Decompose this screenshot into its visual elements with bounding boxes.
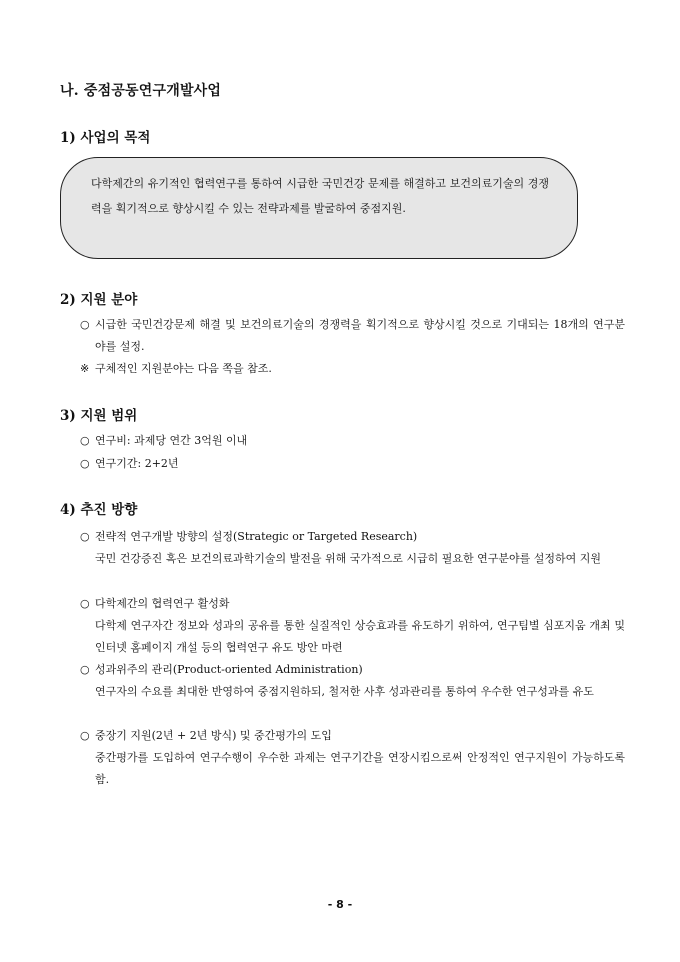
note-text: 구체적인 지원분야는 다음 쪽을 참조. [95, 362, 272, 375]
direction-heading: 중장기 지원(2년 + 2년 방식) 및 중간평가의 도입 [95, 729, 332, 742]
support-areas-text: 시급한 국민건강문제 해결 및 보건의료기술의 경쟁력을 획기적으로 향상시킬 것으로 기대되는 18개의 연구분야를 설정. [95, 318, 625, 353]
section-title-support-areas: 2) 지원 분야 [60, 292, 138, 308]
reference-mark-icon: ※ [80, 362, 90, 375]
circle-bullet-icon: ○ [80, 729, 90, 742]
direction-heading: 다학제간의 협력연구 활성화 [95, 597, 230, 610]
circle-bullet-icon: ○ [80, 597, 90, 610]
list-item [80, 659, 625, 703]
direction-heading: 전략적 연구개발 방향의 설정(Strategic or Targeted Research) [95, 530, 418, 543]
list-item [80, 725, 625, 791]
section-title-purpose: 1) 사업의 목적 [60, 130, 151, 146]
circle-bullet-icon: ○ [80, 663, 90, 676]
list-item [80, 430, 625, 452]
budget-text: 연구비: 과제당 연간 3억원 이내 [95, 434, 248, 447]
purpose-text: 다학제간의 유기적인 협력연구를 통하여 시급한 국민건강 문제를 해결하고 보건의료기술의 경쟁력을 획기적으로 향상시킬 수 있는 전략과제를 발굴하여 중점지원. [91, 177, 549, 215]
list-item [80, 314, 625, 358]
circle-bullet-icon: ○ [80, 530, 90, 543]
circle-bullet-icon: ○ [80, 318, 90, 331]
direction-body: 연구자의 수요를 최대한 반영하여 중점지원하되, 철저한 사후 성과관리를 통하여 우수한 연구성과를 유도 [95, 685, 594, 698]
circle-bullet-icon: ○ [80, 457, 90, 470]
list-item [80, 593, 625, 659]
chapter-title: 나. 중점공동연구개발사업 [60, 83, 222, 99]
section-title-direction: 4) 추진 방향 [60, 502, 138, 518]
circle-bullet-icon: ○ [80, 434, 90, 447]
page-number: - 8 - [327, 898, 353, 911]
period-text: 연구기간: 2+2년 [95, 457, 179, 470]
direction-body: 다학제 연구자간 정보와 성과의 공유를 통한 실질적인 상승효과를 유도하기 위하여, 연구팀별 심포지움 개최 및 인터넷 홈페이지 개설 등의 협력연구 유도 방안 마련 [95, 619, 625, 654]
note-item [80, 358, 625, 380]
direction-body: 중간평가를 도입하여 연구수행이 우수한 과제는 연구기간을 연장시킴으로써 안정적인 연구지원이 가능하도록 함. [95, 751, 625, 786]
purpose-box [60, 157, 578, 259]
direction-heading: 성과위주의 관리(Product-oriented Administration) [95, 663, 363, 676]
direction-body: 국민 건강증진 혹은 보건의료과학기술의 발전을 위해 국가적으로 시급히 필요한 연구분야를 설정하여 지원 [95, 552, 602, 565]
section-title-support-scope: 3) 지원 범위 [60, 408, 138, 424]
list-item [80, 526, 625, 570]
list-item [80, 453, 625, 475]
